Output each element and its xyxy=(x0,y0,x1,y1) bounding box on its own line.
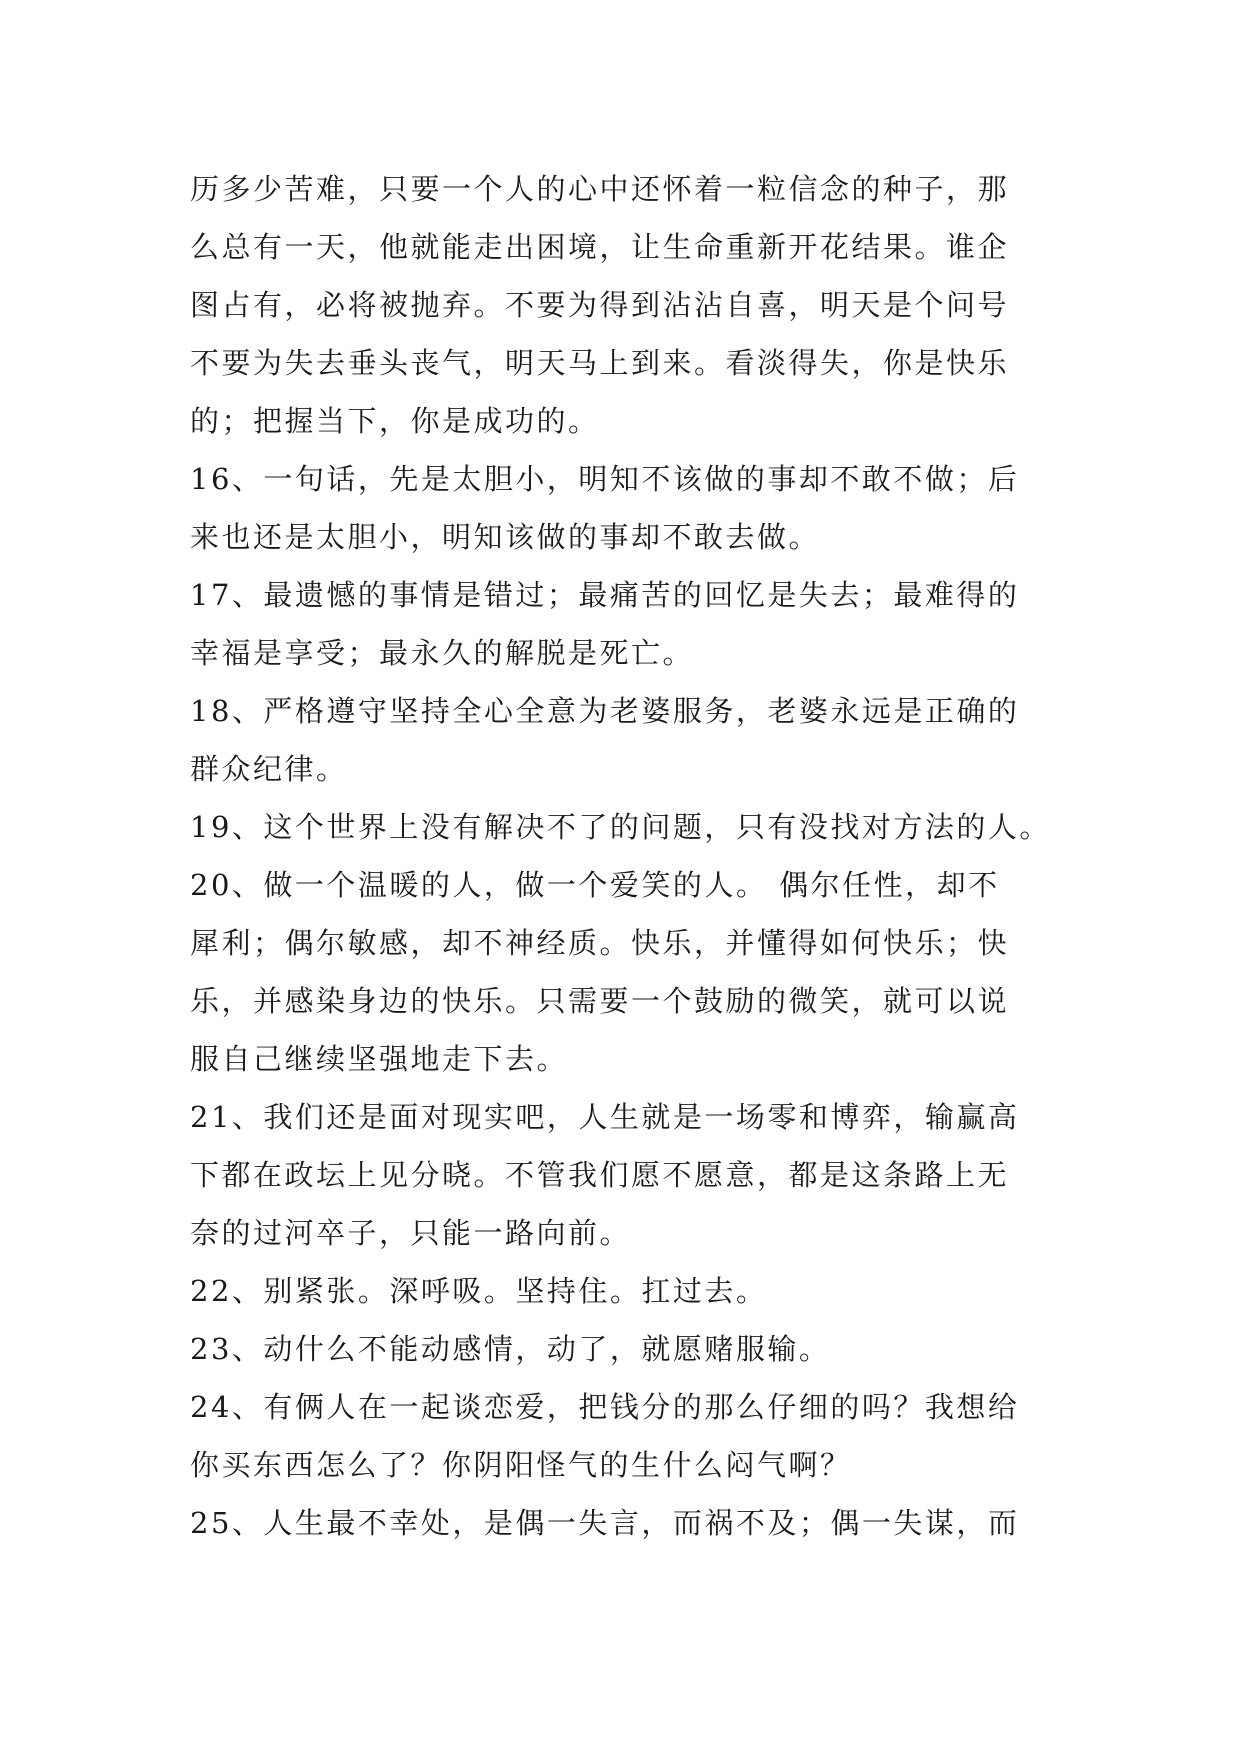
text-line: 18、严格遵守坚持全心全意为老婆服务，老婆永远是正确的 xyxy=(190,694,1020,728)
text-line: 幸福是享受；最永久的解脱是死亡。 xyxy=(190,636,695,670)
text-line: 不要为失去垂头丧气，明天马上到来。看淡得失，你是快乐 xyxy=(190,346,1010,380)
text-line: 21、我们还是面对现实吧，人生就是一场零和博弈，输赢高 xyxy=(190,1100,1020,1134)
text-line: 么总有一天，他就能走出困境，让生命重新开花结果。谁企 xyxy=(190,230,1010,264)
text-line: 24、有俩人在一起谈恋爱，把钱分的那么仔细的吗？我想给 xyxy=(190,1390,1020,1424)
text-line: 你买东西怎么了？你阴阳怪气的生什么闷气啊？ xyxy=(190,1448,852,1482)
text-line: 犀利；偶尔敏感，却不神经质。快乐，并懂得如何快乐；快 xyxy=(190,926,1010,960)
text-line: 群众纪律。 xyxy=(190,752,348,786)
text-line: 奈的过河卒子，只能一路向前。 xyxy=(190,1216,632,1250)
document-text-block xyxy=(190,160,1060,1552)
text-line: 来也还是太胆小，明知该做的事却不敢去做。 xyxy=(190,520,821,554)
text-line: 图占有，必将被抛弃。不要为得到沾沾自喜，明天是个问号 xyxy=(190,288,1010,322)
text-line: 历多少苦难，只要一个人的心中还怀着一粒信念的种子，那 xyxy=(190,172,1010,206)
text-line: 的；把握当下，你是成功的。 xyxy=(190,404,600,438)
text-line: 25、人生最不幸处，是偶一失言，而祸不及；偶一失谋，而 xyxy=(190,1506,1020,1540)
text-line: 20、做一个温暖的人，做一个爱笑的人。 偶尔任性，却不 xyxy=(190,868,1000,902)
text-line: 22、别紧张。深呼吸。坚持住。扛过去。 xyxy=(190,1274,768,1308)
text-line: 乐，并感染身边的快乐。只需要一个鼓励的微笑，就可以说 xyxy=(190,984,1010,1018)
text-line: 23、动什么不能动感情，动了，就愿赌服输。 xyxy=(190,1332,831,1366)
text-line: 17、最遗憾的事情是错过；最痛苦的回忆是失去；最难得的 xyxy=(190,578,1020,612)
text-line: 下都在政坛上见分晓。不管我们愿不愿意，都是这条路上无 xyxy=(190,1158,1010,1192)
text-line: 服自己继续坚强地走下去。 xyxy=(190,1042,569,1076)
text-line: 19、这个世界上没有解决不了的问题，只有没找对方法的人。 xyxy=(190,810,1051,844)
text-line: 16、一句话，先是太胆小，明知不该做的事却不敢不做；后 xyxy=(190,462,1020,496)
